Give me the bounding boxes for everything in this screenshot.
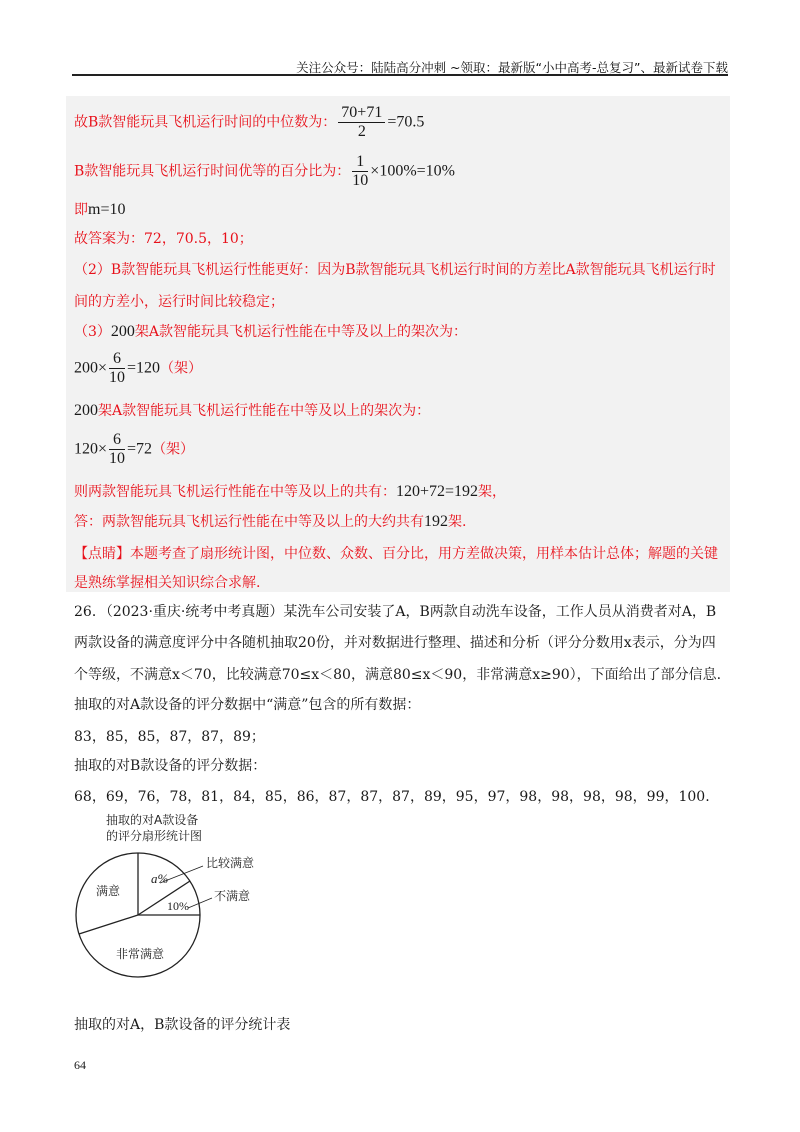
part2-line-b: 间的方差小，运行时间比较稳定； [74, 294, 284, 310]
question-line-5: 抽取的对B款设备的评分数据： [74, 758, 267, 774]
calc1-unit: （架） [160, 360, 203, 377]
tip-line-b: 是熟练掌握相关知识综合求解. [74, 575, 261, 591]
median-label: 故B款智能玩具飞机运行时间的中位数为： [74, 114, 337, 131]
answer-final-number: 192 [424, 513, 448, 530]
line-b-text: 架A款智能玩具飞机运行性能在中等及以上的架次为： [98, 403, 431, 419]
part3-line [74, 322, 467, 342]
calc1-lead: 200× [74, 359, 108, 377]
percent-line [74, 153, 455, 190]
calc2-unit: （架） [152, 441, 195, 458]
calc2-result: =72 [127, 440, 153, 458]
total-line [74, 482, 506, 502]
line-b [74, 401, 430, 421]
percent-numerator: 1 [352, 153, 368, 172]
pie-title-line-1: 抽取的对A款设备 [106, 813, 199, 827]
line-b-number: 200 [74, 402, 98, 419]
percent-label: B款智能玩具飞机运行时间优等的百分比为： [74, 163, 351, 180]
answer-final-line [74, 512, 466, 532]
median-denominator: 2 [357, 123, 366, 140]
median-line [74, 104, 424, 141]
pie-chart [60, 808, 300, 1008]
page-header: 关注公众号：陆陆高分冲刺 ~领取：最新版“小中高考-总复习”、最新试卷下载 [296, 60, 728, 75]
median-numerator: 70+71 [338, 104, 385, 123]
median-fraction [338, 104, 385, 141]
pie-label-very-satisfied: 非常满意 [116, 947, 165, 961]
question-line-4: 抽取的对A款设备的评分数据中“满意”包含的所有数据： [74, 697, 421, 713]
pie-label-ten-percent: 10% [167, 899, 189, 913]
answer-final-label: 答：两款智能玩具飞机运行性能在中等及以上的大约共有 [74, 514, 424, 530]
m-prefix: 即 [74, 202, 88, 218]
question-line-2: 两款设备的满意度评分中各随机抽取20份，并对数据进行整理、描述和分析（评分分数用x表示，分为四 [74, 635, 716, 651]
total-label: 则两款智能玩具飞机运行性能在中等及以上的共有： [74, 484, 396, 500]
calc2-fraction [109, 431, 125, 468]
answer-line: 故答案为：72，70.5，10； [74, 231, 253, 247]
tip-line-a: 【点睛】本题考查了扇形统计图，中位数、众数、百分比，用方差做决策，用样本估计总体；解题的关键 [74, 546, 718, 562]
question-line-3: 个等级，不满意x＜70，比较满意70≤x＜80，满意80≤x＜90，非常满意x≥90），下面给出了部分信息. [74, 667, 722, 683]
m-line [74, 200, 125, 220]
page-number: 64 [74, 1058, 86, 1072]
percent-result: ×100%=10% [370, 162, 455, 180]
calc2-numerator: 6 [109, 431, 125, 450]
part3-text: 架A款智能玩具飞机运行性能在中等及以上的架次为： [134, 324, 468, 340]
calc1-line [74, 350, 202, 387]
pie-label-unsatisfied: 不满意 [214, 889, 251, 903]
total-math: 120+72=192 [396, 483, 479, 500]
percent-fraction [352, 153, 368, 190]
part2-line-a: （2）B款智能玩具飞机运行性能更好：因为B款智能玩具飞机运行时间的方差比A款智能玩具飞机运行时 [74, 262, 716, 278]
a-data-line: 83，85，85，87，87，89； [74, 729, 265, 745]
header-rule [72, 74, 728, 76]
calc1-numerator: 6 [109, 350, 125, 369]
pie-label-satisfied: 满意 [96, 884, 121, 898]
part3-prefix: （3） [74, 324, 111, 340]
calc2-lead: 120× [74, 440, 108, 458]
percent-denominator: 10 [352, 172, 369, 189]
total-unit: 架， [478, 484, 507, 500]
m-value: m=10 [88, 201, 126, 218]
pie-title-line-2: 的评分扇形统计图 [106, 829, 203, 843]
pie-divider-left [79, 915, 138, 934]
table-caption: 抽取的对A，B款设备的评分统计表 [74, 1017, 291, 1033]
b-data-line: 68，69，76，78，81，84，85，86，87，87，87，89，95，97，98，98，98，98，99，100. [74, 789, 710, 805]
part3-number: 200 [110, 323, 135, 340]
answer-final-unit: 架. [448, 514, 467, 530]
calc1-denominator: 10 [109, 369, 126, 386]
calc2-line [74, 431, 194, 468]
calc1-result: =120 [127, 359, 161, 377]
pie-label-compare: 比较满意 [206, 856, 255, 870]
median-result: =70.5 [387, 113, 425, 131]
question-line-1: 26．（2023·重庆·统考中考真题）某洗车公司安装了A，B两款自动洗车设备，工作人员从消费者对A，B [74, 604, 717, 620]
pie-label-a-percent: a% [151, 871, 169, 886]
calc1-fraction [109, 350, 125, 387]
calc2-denominator: 10 [109, 450, 126, 467]
